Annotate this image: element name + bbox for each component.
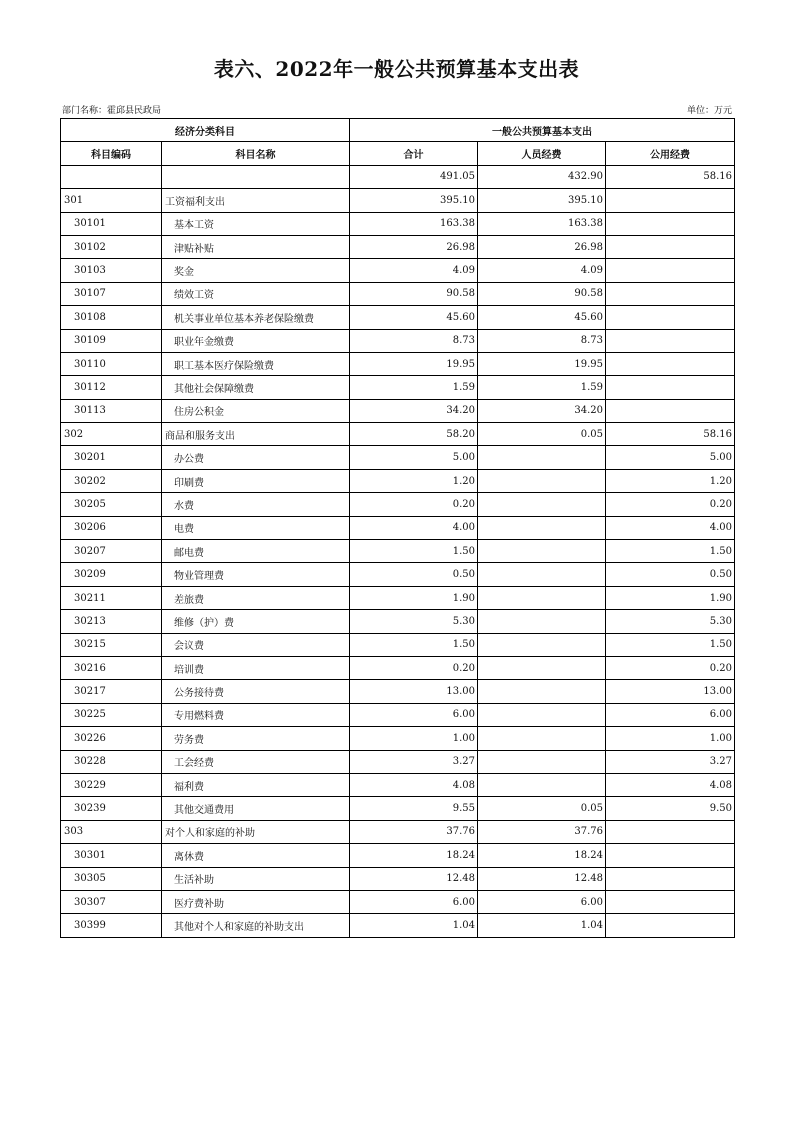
- total-cell: 1.04: [350, 914, 478, 937]
- name-cell: 医疗费补助: [162, 890, 350, 913]
- table-row: [61, 493, 735, 516]
- total-cell: 0.50: [350, 563, 478, 586]
- personnel-cell: 8.73: [478, 329, 606, 352]
- personnel-cell: [478, 727, 606, 750]
- total-cell: 9.55: [350, 797, 478, 820]
- public-cell: [606, 189, 735, 212]
- total-cell: 163.38: [350, 212, 478, 235]
- total-cell: 34.20: [350, 399, 478, 422]
- code-cell: 30228: [61, 750, 162, 773]
- personnel-cell: [478, 493, 606, 516]
- personnel-cell: [478, 633, 606, 656]
- code-cell: 30239: [61, 797, 162, 820]
- code-cell: 30207: [61, 540, 162, 563]
- table-row: [61, 680, 735, 703]
- personnel-cell: 163.38: [478, 212, 606, 235]
- total-cell: 0.20: [350, 493, 478, 516]
- total-cell: 5.00: [350, 446, 478, 469]
- public-cell: 6.00: [606, 703, 735, 726]
- code-cell: 30109: [61, 329, 162, 352]
- name-cell: 维修（护）费: [162, 610, 350, 633]
- public-cell: [606, 867, 735, 890]
- table-row: [61, 586, 735, 609]
- public-cell: 58.16: [606, 423, 735, 446]
- public-cell: [606, 820, 735, 843]
- total-cell: 4.08: [350, 773, 478, 796]
- total-cell: 1.50: [350, 633, 478, 656]
- personnel-cell: 4.09: [478, 259, 606, 282]
- personnel-cell: [478, 446, 606, 469]
- name-cell: 绩效工资: [162, 282, 350, 305]
- public-cell: [606, 399, 735, 422]
- table-row: [61, 610, 735, 633]
- table-row: [61, 282, 735, 305]
- code-cell: [61, 165, 162, 188]
- total-cell: 45.60: [350, 306, 478, 329]
- public-cell: [606, 259, 735, 282]
- table-row: [61, 727, 735, 750]
- personnel-cell: [478, 610, 606, 633]
- personnel-cell: 37.76: [478, 820, 606, 843]
- total-header: 合计: [350, 142, 478, 165]
- total-cell: 395.10: [350, 189, 478, 212]
- public-cell: 13.00: [606, 680, 735, 703]
- code-cell: 30209: [61, 563, 162, 586]
- public-cell: [606, 306, 735, 329]
- personnel-cell: [478, 540, 606, 563]
- table-row: [61, 376, 735, 399]
- public-cell: [606, 329, 735, 352]
- table-row: [61, 750, 735, 773]
- code-cell: 30113: [61, 399, 162, 422]
- total-cell: 12.48: [350, 867, 478, 890]
- total-cell: 18.24: [350, 844, 478, 867]
- code-cell: 30107: [61, 282, 162, 305]
- code-header: 科目编码: [61, 142, 162, 165]
- personnel-cell: [478, 703, 606, 726]
- personnel-header: 人员经费: [478, 142, 606, 165]
- code-cell: 30110: [61, 352, 162, 375]
- unit-label: 单位：万元: [686, 106, 732, 116]
- code-cell: 30205: [61, 493, 162, 516]
- name-cell: 商品和服务支出: [162, 423, 350, 446]
- code-cell: 30305: [61, 867, 162, 890]
- public-cell: 0.20: [606, 493, 735, 516]
- table-row: [61, 423, 735, 446]
- code-cell: 30229: [61, 773, 162, 796]
- table-row: [61, 399, 735, 422]
- personnel-cell: 432.90: [478, 165, 606, 188]
- code-cell: 30201: [61, 446, 162, 469]
- total-cell: 6.00: [350, 703, 478, 726]
- total-cell: 1.50: [350, 540, 478, 563]
- total-cell: 8.73: [350, 329, 478, 352]
- table-row: [61, 259, 735, 282]
- personnel-cell: 0.05: [478, 423, 606, 446]
- name-cell: 生活补助: [162, 867, 350, 890]
- total-cell: 1.59: [350, 376, 478, 399]
- code-cell: 301: [61, 189, 162, 212]
- personnel-cell: 34.20: [478, 399, 606, 422]
- personnel-cell: 45.60: [478, 306, 606, 329]
- public-cell: 0.20: [606, 656, 735, 679]
- public-cell: [606, 890, 735, 913]
- code-cell: 30307: [61, 890, 162, 913]
- personnel-cell: [478, 469, 606, 492]
- code-cell: 30102: [61, 235, 162, 258]
- name-cell: 差旅费: [162, 586, 350, 609]
- public-cell: 0.50: [606, 563, 735, 586]
- econ-class-header: 经济分类科目: [61, 119, 350, 142]
- page-title: 表六、2022年一般公共预算基本支出表: [213, 57, 580, 81]
- name-cell: 离休费: [162, 844, 350, 867]
- name-cell: [162, 165, 350, 188]
- name-cell: 奖金: [162, 259, 350, 282]
- table-row: [61, 563, 735, 586]
- public-cell: 9.50: [606, 797, 735, 820]
- table-row: [61, 914, 735, 937]
- personnel-cell: 26.98: [478, 235, 606, 258]
- name-cell: 公务接待费: [162, 680, 350, 703]
- personnel-cell: [478, 563, 606, 586]
- table-row: [61, 516, 735, 539]
- table-row: [61, 189, 735, 212]
- public-cell: [606, 376, 735, 399]
- code-cell: 30301: [61, 844, 162, 867]
- table-row: [61, 867, 735, 890]
- total-cell: 3.27: [350, 750, 478, 773]
- table-row: [61, 656, 735, 679]
- name-cell: 福利费: [162, 773, 350, 796]
- personnel-cell: [478, 750, 606, 773]
- name-cell: 印刷费: [162, 469, 350, 492]
- table-row: [61, 797, 735, 820]
- code-cell: 30226: [61, 727, 162, 750]
- table-row: [61, 633, 735, 656]
- personnel-cell: [478, 656, 606, 679]
- personnel-cell: [478, 516, 606, 539]
- total-cell: 1.90: [350, 586, 478, 609]
- public-header: 公用经费: [606, 142, 735, 165]
- public-cell: 1.50: [606, 633, 735, 656]
- public-cell: 3.27: [606, 750, 735, 773]
- code-cell: 30103: [61, 259, 162, 282]
- total-cell: 90.58: [350, 282, 478, 305]
- total-cell: 491.05: [350, 165, 478, 188]
- name-cell: 其他社会保障缴费: [162, 376, 350, 399]
- total-cell: 4.00: [350, 516, 478, 539]
- code-cell: 30112: [61, 376, 162, 399]
- personnel-cell: 1.04: [478, 914, 606, 937]
- name-cell: 邮电费: [162, 540, 350, 563]
- table-body: [61, 165, 735, 937]
- budget-header: 一般公共预算基本支出: [350, 119, 735, 142]
- code-cell: 30202: [61, 469, 162, 492]
- table-row: [61, 890, 735, 913]
- public-cell: 5.30: [606, 610, 735, 633]
- personnel-cell: 395.10: [478, 189, 606, 212]
- personnel-cell: 0.05: [478, 797, 606, 820]
- name-cell: 工会经费: [162, 750, 350, 773]
- code-cell: 30213: [61, 610, 162, 633]
- personnel-cell: 6.00: [478, 890, 606, 913]
- personnel-cell: [478, 773, 606, 796]
- total-cell: 0.20: [350, 656, 478, 679]
- name-cell: 基本工资: [162, 212, 350, 235]
- public-cell: 58.16: [606, 165, 735, 188]
- public-cell: [606, 282, 735, 305]
- table-row: [61, 540, 735, 563]
- code-cell: 30215: [61, 633, 162, 656]
- table-row: [61, 773, 735, 796]
- public-cell: [606, 844, 735, 867]
- name-cell: 物业管理费: [162, 563, 350, 586]
- code-cell: 303: [61, 820, 162, 843]
- code-cell: 30399: [61, 914, 162, 937]
- table-row: [61, 352, 735, 375]
- table-row: [61, 212, 735, 235]
- table-row: [61, 306, 735, 329]
- personnel-cell: 90.58: [478, 282, 606, 305]
- name-cell: 电费: [162, 516, 350, 539]
- name-cell: 办公费: [162, 446, 350, 469]
- name-cell: 对个人和家庭的补助: [162, 820, 350, 843]
- total-cell: 6.00: [350, 890, 478, 913]
- public-cell: 4.00: [606, 516, 735, 539]
- name-cell: 会议费: [162, 633, 350, 656]
- table-row: [61, 329, 735, 352]
- code-cell: 30217: [61, 680, 162, 703]
- public-cell: 1.20: [606, 469, 735, 492]
- public-cell: [606, 914, 735, 937]
- table-row: [61, 844, 735, 867]
- name-cell: 水费: [162, 493, 350, 516]
- name-cell: 专用燃料费: [162, 703, 350, 726]
- name-cell: 职业年金缴费: [162, 329, 350, 352]
- code-cell: 302: [61, 423, 162, 446]
- code-cell: 30101: [61, 212, 162, 235]
- budget-table: [60, 118, 735, 938]
- name-cell: 其他对个人和家庭的补助支出: [162, 914, 350, 937]
- name-header: 科目名称: [162, 142, 350, 165]
- name-cell: 工资福利支出: [162, 189, 350, 212]
- total-cell: 19.95: [350, 352, 478, 375]
- public-cell: [606, 235, 735, 258]
- public-cell: [606, 352, 735, 375]
- total-cell: 13.00: [350, 680, 478, 703]
- public-cell: [606, 212, 735, 235]
- total-cell: 4.09: [350, 259, 478, 282]
- personnel-cell: [478, 586, 606, 609]
- public-cell: 1.90: [606, 586, 735, 609]
- code-cell: 30225: [61, 703, 162, 726]
- public-cell: 1.00: [606, 727, 735, 750]
- code-cell: 30108: [61, 306, 162, 329]
- table-row: [61, 165, 735, 188]
- table-row: [61, 469, 735, 492]
- table-row: [61, 703, 735, 726]
- public-cell: 1.50: [606, 540, 735, 563]
- total-cell: 5.30: [350, 610, 478, 633]
- personnel-cell: 1.59: [478, 376, 606, 399]
- name-cell: 机关事业单位基本养老保险缴费: [162, 306, 350, 329]
- total-cell: 1.20: [350, 469, 478, 492]
- personnel-cell: 19.95: [478, 352, 606, 375]
- department-label: 部门名称：霍邱县民政局: [62, 106, 162, 116]
- table-row: [61, 235, 735, 258]
- name-cell: 其他交通费用: [162, 797, 350, 820]
- total-cell: 1.00: [350, 727, 478, 750]
- personnel-cell: [478, 680, 606, 703]
- public-cell: 5.00: [606, 446, 735, 469]
- table-row: [61, 446, 735, 469]
- personnel-cell: 18.24: [478, 844, 606, 867]
- name-cell: 劳务费: [162, 727, 350, 750]
- name-cell: 职工基本医疗保险缴费: [162, 352, 350, 375]
- name-cell: 培训费: [162, 656, 350, 679]
- name-cell: 津贴补贴: [162, 235, 350, 258]
- code-cell: 30206: [61, 516, 162, 539]
- name-cell: 住房公积金: [162, 399, 350, 422]
- total-cell: 26.98: [350, 235, 478, 258]
- code-cell: 30211: [61, 586, 162, 609]
- table-row: [61, 820, 735, 843]
- code-cell: 30216: [61, 656, 162, 679]
- personnel-cell: 12.48: [478, 867, 606, 890]
- total-cell: 37.76: [350, 820, 478, 843]
- total-cell: 58.20: [350, 423, 478, 446]
- public-cell: 4.08: [606, 773, 735, 796]
